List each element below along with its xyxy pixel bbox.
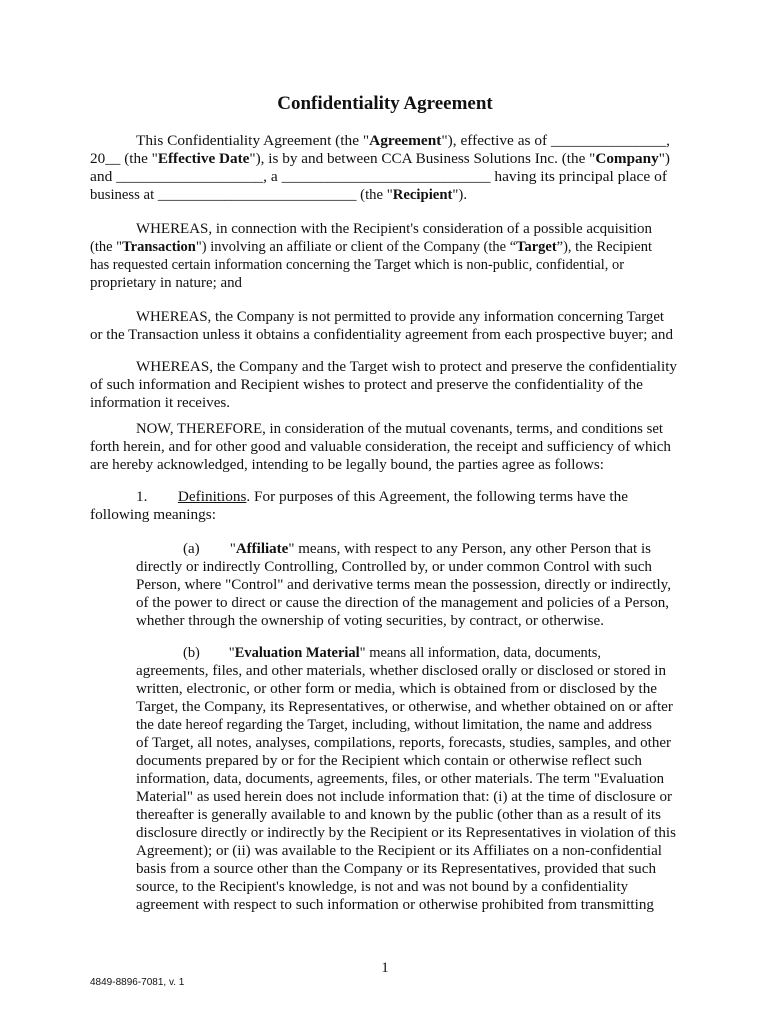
text-line: [136, 613, 604, 630]
text-span: following meanings:: [90, 507, 217, 523]
text-line: [136, 735, 671, 752]
text-span: WHEREAS, in connection with the Recipient's consideration of a possible acquisition: [136, 221, 653, 237]
text-line: [90, 275, 242, 292]
text-span: Material" as used herein does not include information that: (i) at the time of disclosure or: [136, 789, 673, 805]
text-line: [136, 359, 677, 376]
text-line: [136, 753, 642, 770]
text-span: of such information and Recipient wishes to protect and preserve the confidentiality of the: [90, 377, 643, 393]
text-line: [136, 577, 671, 594]
text-line: [136, 789, 672, 806]
text-span: of the power to direct or cause the direction of the management and policies of a Person,: [136, 595, 670, 611]
text-span: or the Transaction unless it obtains a confidentiality agreement from each prospective buyer; and: [90, 327, 673, 343]
text-span: information, data, documents, agreements, files, or other materials. The term "Evaluation: [136, 771, 665, 787]
text-span: the date hereof regarding the Target, including, without limitation, the name and address: [136, 717, 652, 733]
text-line: [90, 187, 467, 204]
defined-term: Target: [516, 239, 557, 255]
text-span: ”), the Recipient: [556, 239, 653, 255]
text-span: (b) ": [183, 645, 235, 661]
text-span: WHEREAS, the Company and the Target wish to protect and preserve the confidentiality: [136, 359, 678, 375]
text-span: thereafter is generally available to and known by the public (other than as a result of its: [136, 807, 661, 823]
defined-term: Transaction: [122, 239, 196, 255]
text-line: [136, 771, 664, 788]
text-span: (the ": [90, 239, 123, 255]
text-span: " means, with respect to any Person, any other Person that is: [288, 541, 652, 557]
text-line: [90, 439, 671, 456]
defined-term: Effective Date: [157, 151, 250, 167]
text-line: [136, 843, 662, 860]
text-span: This Confidentiality Agreement (the ": [136, 133, 370, 149]
text-line: [90, 327, 673, 344]
text-line: [90, 257, 624, 274]
text-line: [136, 559, 652, 576]
text-span: 1.: [136, 489, 178, 505]
text-span: 20__ (the ": [90, 151, 158, 167]
text-span: "), effective as of _______________,: [441, 133, 670, 149]
text-line: [136, 897, 654, 914]
text-line: [183, 541, 651, 558]
defined-term: Agreement: [369, 133, 442, 149]
defined-term: Affiliate: [235, 541, 289, 557]
text-line: [90, 169, 667, 186]
text-line: [90, 507, 216, 524]
text-line: [136, 807, 661, 824]
defined-term: Company: [595, 151, 659, 167]
text-span: are hereby acknowledged, intending to be legally bound, the parties agree as follows:: [90, 457, 604, 473]
text-span: (a) ": [183, 541, 236, 557]
text-span: Agreement); or (ii) was available to the Recipient or its Affiliates on a non-confidential: [136, 843, 662, 859]
section-heading: Definitions: [177, 489, 247, 505]
text-span: "): [658, 151, 670, 167]
text-span: ").: [452, 187, 468, 203]
text-span: forth herein, and for other good and valuable consideration, the receipt and sufficiency of which: [90, 439, 671, 455]
text-line: [136, 489, 628, 506]
text-span: ") involving an affiliate or client of the Company (the “: [195, 239, 517, 255]
text-span: Person, where "Control" and derivative terms mean the possession, directly or indirectly,: [136, 577, 671, 593]
text-line: [136, 221, 652, 238]
text-line: [136, 717, 652, 734]
text-line: [136, 663, 666, 680]
text-span: WHEREAS, the Company is not permitted to provide any information concerning Target: [136, 309, 665, 325]
text-line: [136, 309, 664, 326]
text-span: " means all information, data, documents,: [359, 645, 601, 661]
text-line: [90, 395, 230, 412]
text-line: [90, 151, 670, 168]
text-line: [90, 457, 604, 474]
text-span: source, to the Recipient's knowledge, is not and was not bound by a confidentiality: [136, 879, 628, 895]
document-id: 4849-8896-7081, v. 1: [90, 977, 185, 988]
text-span: documents prepared by or for the Recipient which contain or otherwise reflect such: [136, 753, 643, 769]
text-line: [136, 699, 673, 716]
text-span: NOW, THEREFORE, in consideration of the mutual covenants, terms, and conditions set: [136, 421, 663, 437]
text-line: [136, 825, 676, 842]
text-line: [136, 861, 656, 878]
text-span: disclosure directly or indirectly by the Recipient or its Representatives in violation of this: [136, 825, 676, 841]
text-span: and ___________________, a ___________________________ having its principal place of: [90, 169, 668, 185]
text-line: [136, 681, 657, 698]
text-line: [183, 645, 601, 662]
document-title: Confidentiality Agreement: [277, 93, 493, 114]
text-line: [90, 377, 643, 394]
text-span: proprietary in nature; and: [90, 275, 243, 291]
text-span: Target, the Company, its Representatives, or otherwise, and whether obtained on or after: [136, 699, 673, 715]
text-span: . For purposes of this Agreement, the following terms have the: [246, 489, 629, 505]
text-span: written, electronic, or other form or media, which is obtained from or disclosed by the: [136, 681, 658, 697]
text-line: [136, 133, 670, 150]
text-line: [136, 879, 628, 896]
page-number: 1: [381, 960, 389, 976]
text-span: business at ___________________________ (the ": [90, 187, 393, 203]
text-span: basis from a source other than the Company or its Representatives, provided that such: [136, 861, 657, 877]
text-line: [136, 421, 663, 438]
text-span: whether through the ownership of voting securities, by contract, or otherwise.: [136, 613, 604, 629]
text-span: directly or indirectly Controlling, Controlled by, or under common Control with such: [136, 559, 652, 575]
text-span: agreements, files, and other materials, whether disclosed orally or disclosed or stored in: [136, 663, 667, 679]
text-span: "), is by and between CCA Business Solutions Inc. (the ": [249, 151, 596, 167]
text-span: of Target, all notes, analyses, compilations, reports, forecasts, studies, samples, and other: [136, 735, 672, 751]
text-span: agreement with respect to such information or otherwise prohibited from transmitting: [136, 897, 654, 913]
defined-term: Recipient: [392, 187, 453, 203]
text-line: [90, 239, 652, 256]
defined-term: Evaluation Material: [234, 645, 360, 661]
text-span: has requested certain information concerning the Target which is non-public, confidential, or: [90, 257, 624, 273]
text-line: [136, 595, 669, 612]
text-span: information it receives.: [90, 395, 231, 411]
